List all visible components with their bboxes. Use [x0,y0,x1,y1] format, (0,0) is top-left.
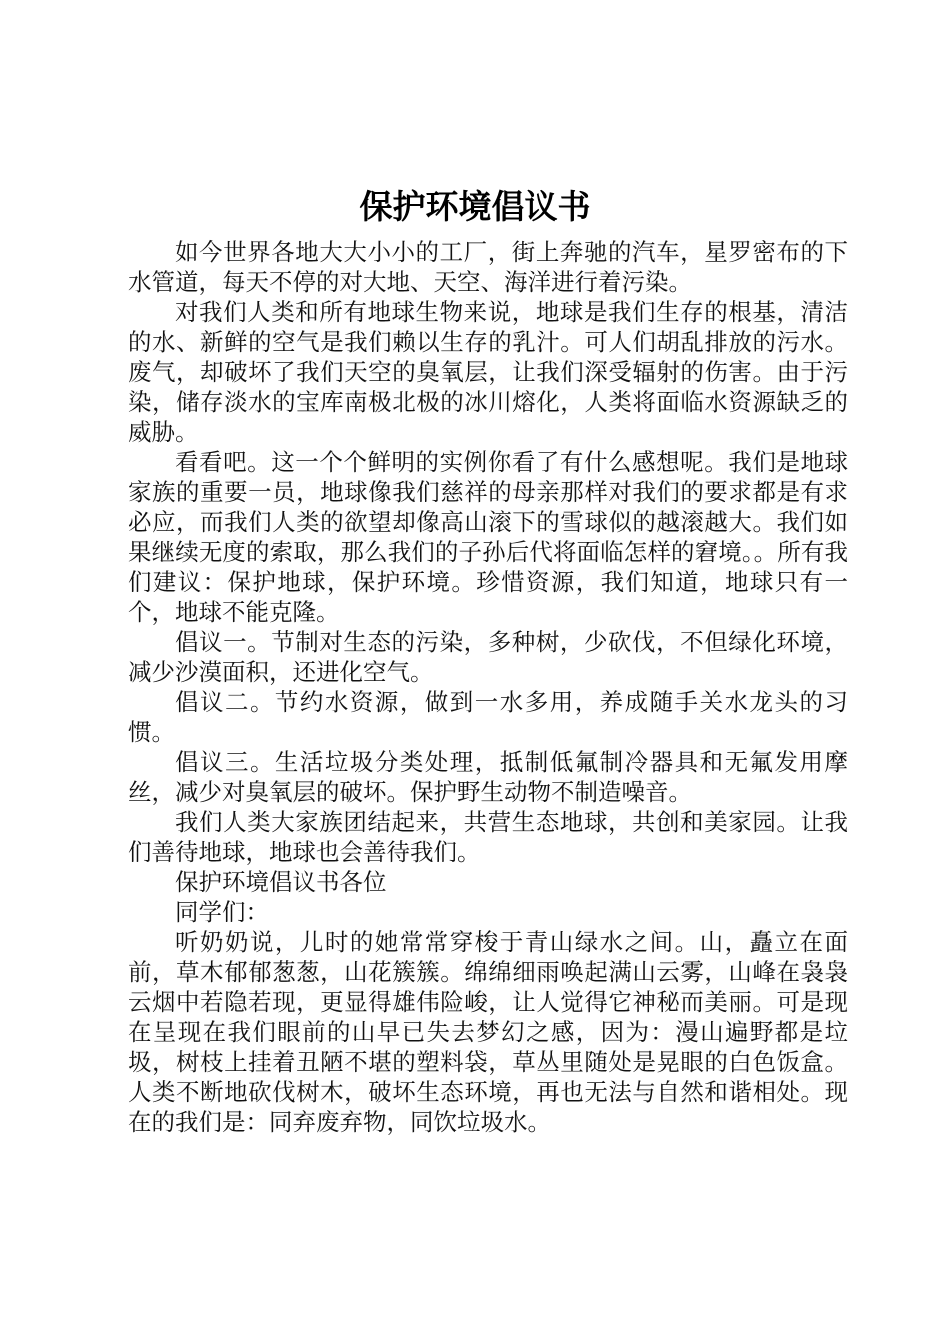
paragraph: 倡议一。节制对生态的污染，多种树，少砍伐，不但绿化环境，减少沙漠面积，还进化空气。 [128,628,848,686]
paragraph: 听奶奶说，儿时的她常常穿梭于青山绿水之间。山，矗立在面前，草木郁郁葱葱，山花簇簇。绵绵细雨唤起满山云雾，山峰在袅袅云烟中若隐若现，更显得雄伟险峻，让人觉得它神秘而美丽。可是现在呈现在我们眼前的山早已失去梦幻之感，因为：漫山遍野都是垃圾，树枝上挂着丑陋不堪的塑料袋，草丛里随处是晃眼的白色饭盒。人类不断地砍伐树木，破坏生态环境，再也无法与自然和谐相处。现在的我们是：同弃废弃物，同饮垃圾水。 [128,928,848,1136]
paragraph: 倡议二。节约水资源，做到一水多用，养成随手关水龙头的习惯。 [128,688,848,746]
paragraph: 对我们人类和所有地球生物来说，地球是我们生存的根基，清洁的水、新鲜的空气是我们赖以生存的乳汁。可人们胡乱排放的污水。废气，却破坏了我们天空的臭氧层，让我们深受辐射的伤害。由于污染，储存淡水的宝库南极北极的冰川熔化，人类将面临水资源缺乏的威胁。 [128,298,848,446]
paragraph: 如今世界各地大大小小的工厂，街上奔驰的汽车，星罗密布的下水管道，每天不停的对大地、天空、海洋进行着污染。 [128,238,848,296]
paragraph: 看看吧。这一个个鲜明的实例你看了有什么感想呢。我们是地球家族的重要一员，地球像我们慈祥的母亲那样对我们的要求都是有求必应，而我们人类的欲望却像高山滚下的雪球似的越滚越大。我们如果继续无度的索取，那么我们的子孙后代将面临怎样的窘境。。所有我们建议：保护地球，保护环境。珍惜资源，我们知道，地球只有一个，地球不能克隆。 [128,448,848,626]
document-title: 保护环境倡议书 [359,187,591,226]
document-body [128,237,848,1137]
paragraph: 我们人类大家族团结起来，共营生态地球，共创和美家园。让我们善待地球，地球也会善待我们。 [128,808,848,866]
paragraph: 倡议三。生活垃圾分类处理，抵制低氟制冷器具和无氟发用摩丝，减少对臭氧层的破坏。保护野生动物不制造噪音。 [128,748,848,806]
paragraph: 保护环境倡议书各位 [175,868,387,896]
paragraph: 同学们： [175,898,269,926]
